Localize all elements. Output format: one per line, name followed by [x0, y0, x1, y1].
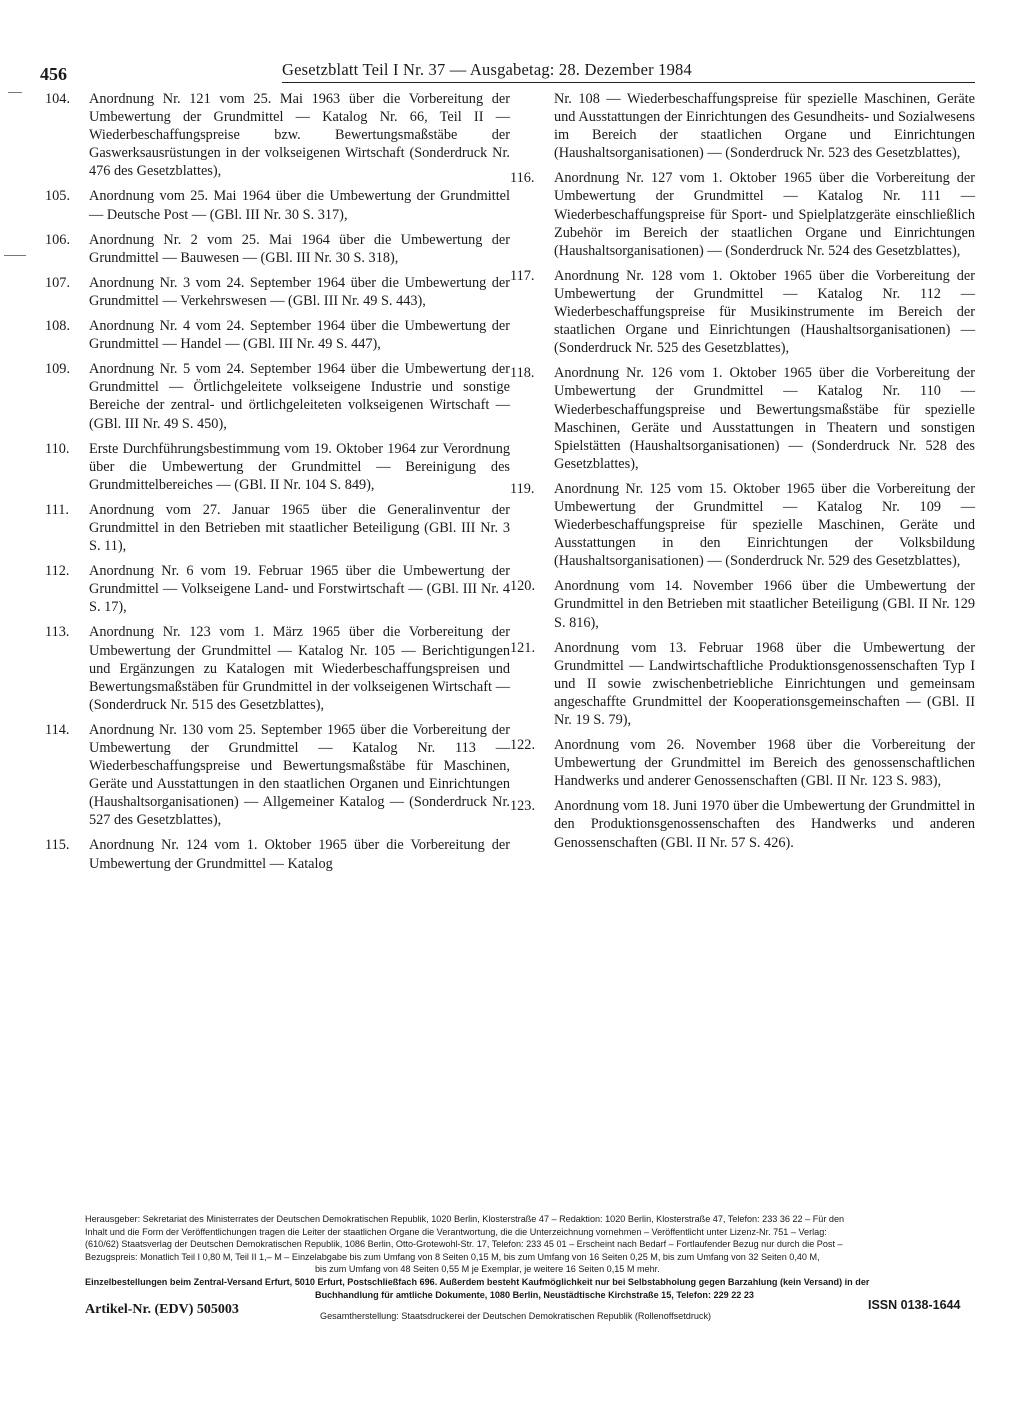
list-item — [45, 623, 510, 713]
item-number: 115. — [45, 837, 70, 854]
list-item — [510, 364, 975, 473]
item-text: Anordnung Nr. 127 vom 1. Oktober 1965 über die Vorbereitung der Umbewertung der Grundmittel — Katalog Nr. 111 — Wiederbeschaffungspreise für Sport- und Spielplatzgeräte einschließlich Zubehör im Bereich der staatlichen Organe und Einrichtungen (Haushaltsorganisationen) — (Sonderdruck Nr. 524 des Gesetzblattes), — [554, 170, 975, 259]
list-item — [45, 562, 510, 616]
item-number: 105. — [45, 188, 71, 205]
item-text: Anordnung Nr. 124 vom 1. Oktober 1965 über die Vorbereitung der Umbewertung der Grundmittel — Katalog — [89, 837, 510, 872]
item-number: 110. — [45, 440, 70, 457]
right-column — [510, 90, 975, 859]
list-item — [510, 169, 975, 259]
item-number: 121. — [510, 639, 536, 656]
item-number: 123. — [510, 798, 536, 815]
header-rule — [282, 82, 975, 83]
list-item — [510, 577, 975, 631]
item-continuation: Nr. 108 — Wiederbeschaffungspreise für spezielle Maschinen, Geräte und Ausstattungen der Einrichtungen des Gesundheits- und Sozialwesens im Bereich der staatlichen Organe und Einrichtungen (Haushaltsorganisationen) — (Sonderdruck Nr. 523 des Gesetzblattes), — [554, 91, 975, 162]
list-item — [510, 639, 975, 729]
list-item — [510, 480, 975, 570]
item-text: Anordnung vom 26. November 1968 über die Vorbereitung der Umbewertung der Grundmittel im Bereich des genossenschaftlichen Handwerks und anderer Genossenschaften (GBl. II Nr. 123 S. 983), — [554, 737, 975, 790]
list-item — [45, 317, 510, 353]
item-text: Anordnung Nr. 130 vom 25. September 1965 über die Vorbereitung der Umbewertung der Grundmittel — Katalog Nr. 113 — Wiederbeschaffungspreise und Bewertungsmaßstäbe für Maschinen, Geräte und Ausstattungen in den staatlichen Organen und Einrichtungen (Haushaltsorganisationen) — Allgemeiner Katalog — (Sonderdruck Nr. 527 des Gesetzblattes), — [89, 721, 510, 829]
list-item — [45, 274, 510, 310]
item-text: Anordnung Nr. 125 vom 15. Oktober 1965 über die Vorbereitung der Umbewertung der Grundmittel — Katalog Nr. 109 — Wiederbeschaffungspreise für spezielle Maschinen, Geräte und Ausstattungen in den Einrichtungen der Volksbildung (Haushaltsorganisationen) — (Sonderdruck Nr. 529 des Gesetzblattes), — [554, 480, 975, 570]
item-number: 104. — [45, 91, 71, 107]
item-number: 120. — [510, 578, 536, 595]
item-text: Anordnung Nr. 123 vom 1. März 1965 über die Vorbereitung der Umbewertung der Grundmittel — Katalog Nr. 105 — Berichtigungen und Ergänzungen zu Katalogen mit Wiederbeschaffungspreisen und Bewertungsmaßstäben für Grundmittel in der volkseigenen Wirtschaft — (Sonderdruck Nr. 515 des Gesetzblattes), — [89, 624, 510, 713]
item-text: Anordnung Nr. 4 vom 24. September 1964 über die Umbewertung der Grundmittel — Handel — (GBl. III Nr. 49 S. 447), — [89, 318, 510, 353]
imprint-line: (610/62) Staatsverlag der Deutschen Demokratischen Republik, 1086 Berlin, Otto-Grotewohl-Str. 17, Telefon: 233 45 01 – Erscheint nach Bedarf – Fortlaufender Bezug nur durch die Post – — [85, 1239, 843, 1250]
left-column — [45, 90, 510, 880]
item-number: 111. — [45, 501, 69, 518]
list-item — [510, 797, 975, 851]
list-item — [45, 440, 510, 494]
item-text: Anordnung vom 25. Mai 1964 über die Umbewertung der Grundmittel — Deutsche Post — (GBl. III Nr. 30 S. 317), — [89, 188, 510, 223]
item-number: 112. — [45, 563, 70, 580]
imprint-line: Bezugspreis: Monatlich Teil I 0,80 M, Teil II 1,– M – Einzelabgabe bis zum Umfang von 8 Seiten 0,15 M, bis zum Umfang von 16 Seiten 0,25 M, bis zum Umfang von 32 Seiten 0,40 M, — [85, 1251, 820, 1262]
imprint — [85, 1213, 980, 1301]
item-text: Anordnung Nr. 2 vom 25. Mai 1964 über die Umbewertung der Grundmittel — Bauwesen — (GBl. III Nr. 30 S. 318), — [89, 231, 510, 266]
item-text: Anordnung Nr. 3 vom 24. September 1964 über die Umbewertung der Grundmittel — Verkehrswesen — (GBl. III Nr. 49 S. 443), — [89, 274, 510, 309]
list-item — [45, 231, 510, 267]
imprint-line: bis zum Umfang von 48 Seiten 0,55 M je Exemplar, je weitere 16 Seiten 0,15 M mehr. — [315, 1264, 660, 1275]
running-head: Gesetzblatt Teil I Nr. 37 — Ausgabetag: 28. Dezember 1984 — [282, 60, 692, 79]
item-number: 118. — [510, 365, 535, 382]
imprint-line: Inhalt und die Form der Veröffentlichungen tragen die Leiter der staatlichen Organe die Verantwortung, die die Unterzeichnung vornehmen – Veröffentlicht unter Lizenz-Nr. 751 – Verlag: — [85, 1226, 827, 1237]
item-number: 109. — [45, 361, 71, 378]
item-number: 114. — [45, 721, 70, 738]
item-text: Anordnung Nr. 6 vom 19. Februar 1965 über die Umbewertung der Grundmittel — Volkseigene Land- und Forstwirtschaft — (GBl. III Nr. 4 S. 17), — [89, 563, 510, 616]
imprint-line: Herausgeber: Sekretariat des Ministerrates der Deutschen Demokratischen Republik, 1020 Berlin, Klosterstraße 47 – Redaktion: 1020 Berlin, Klosterstraße 47, Telefon: 233 36 22 – Für den — [85, 1214, 845, 1224]
item-number: 122. — [510, 737, 536, 754]
imprint-line: Buchhandlung für amtliche Dokumente, 1080 Berlin, Neustädtische Kirchstraße 15, Telefon: 229 22 23 — [315, 1289, 754, 1300]
item-text: Anordnung vom 18. Juni 1970 über die Umbewertung der Grundmittel in den Produktionsgenossenschaften des Handwerks und anderen Genossenschaften (GBl. II Nr. 57 S. 426). — [554, 798, 975, 851]
margin-mark — [8, 92, 22, 93]
item-text: Anordnung vom 14. November 1966 über die Umbewertung der Grundmittel in den Betrieben mit staatlicher Beteiligung (GBl. II Nr. 129 S. 816), — [554, 578, 975, 631]
list-item — [510, 736, 975, 790]
item-text: Anordnung Nr. 5 vom 24. September 1964 über die Umbewertung der Grundmittel — Örtlichgeleitete volkseigene Industrie und sonstige Bereiche der zentral- und örtlichgeleiteten volkseigenen Wirtschaft — (GBl. III Nr. 49 S. 450), — [89, 361, 510, 432]
issn: ISSN 0138-1644 — [868, 1298, 961, 1312]
item-text: Anordnung Nr. 126 vom 1. Oktober 1965 über die Vorbereitung der Umbewertung der Grundmittel — Katalog Nr. 110 — Wiederbeschaffungspreise und Bewertungsmaßstäbe für spezielle Maschinen, Geräte und Ausstattungen in Theatern und sonstigen Spielstätten (Haushaltsorganisationen) — (Sonderdruck Nr. 528 des Gesetzblattes), — [554, 365, 975, 472]
item-number: 116. — [510, 170, 535, 187]
list-item — [45, 836, 510, 872]
item-number: 113. — [45, 624, 70, 641]
item-text: Anordnung vom 27. Januar 1965 über die Generalinventur der Grundmittel in den Betrieben mit staatlicher Beteiligung (GBl. III Nr. 3 S. 11), — [89, 501, 510, 555]
imprint-line: Einzelbestellungen beim Zentral-Versand Erfurt, 5010 Erfurt, Postschließfach 696. Außerdem besteht Kaufmöglichkeit nur bei Selbstabholung gegen Barzahlung (kein Versand) in der — [85, 1276, 870, 1287]
item-text: Erste Durchführungsbestimmung vom 19. Oktober 1964 zur Verordnung über die Umbewertung der Grundmittel — Bereinigung des Grundmittelbereiches — (GBl. II Nr. 104 S. 849), — [89, 440, 510, 493]
list-item — [45, 90, 510, 180]
list-item — [45, 187, 510, 223]
item-number: 108. — [45, 318, 71, 335]
list-item — [45, 721, 510, 830]
item-text: Anordnung Nr. 128 vom 1. Oktober 1965 über die Vorbereitung der Umbewertung der Grundmittel — Katalog Nr. 112 — Wiederbeschaffungspreise für Musikinstrumente im Bereich der staatlichen Organe und Einrichtungen (Haushaltsorganisationen) — (Sonderdruck Nr. 525 des Gesetzblattes), — [554, 267, 975, 357]
item-number: 107. — [45, 274, 71, 291]
item-text: Anordnung vom 13. Februar 1968 über die Umbewertung der Grundmittel — Landwirtschaftliche Produktionsgenossenschaften Typ I und II sowie zwischenbetriebliche Einrichtungen und gemeinsam angeschaffte Grundmittel der Kooperationsgemeinschaften — (GBl. II Nr. 19 S. 79), — [554, 639, 975, 728]
page-number: 456 — [40, 64, 67, 84]
list-item — [510, 267, 975, 357]
printer-note: Gesamtherstellung: Staatsdruckerei der Deutschen Demokratischen Republik (Rollenoffsetdruck) — [320, 1311, 712, 1321]
item-number: 106. — [45, 231, 71, 248]
margin-mark — [4, 255, 26, 256]
item-number: 117. — [510, 267, 535, 284]
item-number: 119. — [510, 480, 535, 497]
item-text: Anordnung Nr. 121 vom 25. Mai 1963 über die Vorbereitung der Umbewertung der Grundmittel — Katalog Nr. 66, Teil II — Wiederbeschaffungspreise bzw. Bewertungsmaßstäbe der Gaswerksausrüstungen in der volkseigenen Wirtschaft (Sonderdruck Nr. 476 des Gesetzblattes), — [89, 91, 510, 180]
article-number: Artikel-Nr. (EDV) 505003 — [85, 1302, 239, 1317]
list-item — [45, 360, 510, 432]
list-item — [45, 501, 510, 555]
